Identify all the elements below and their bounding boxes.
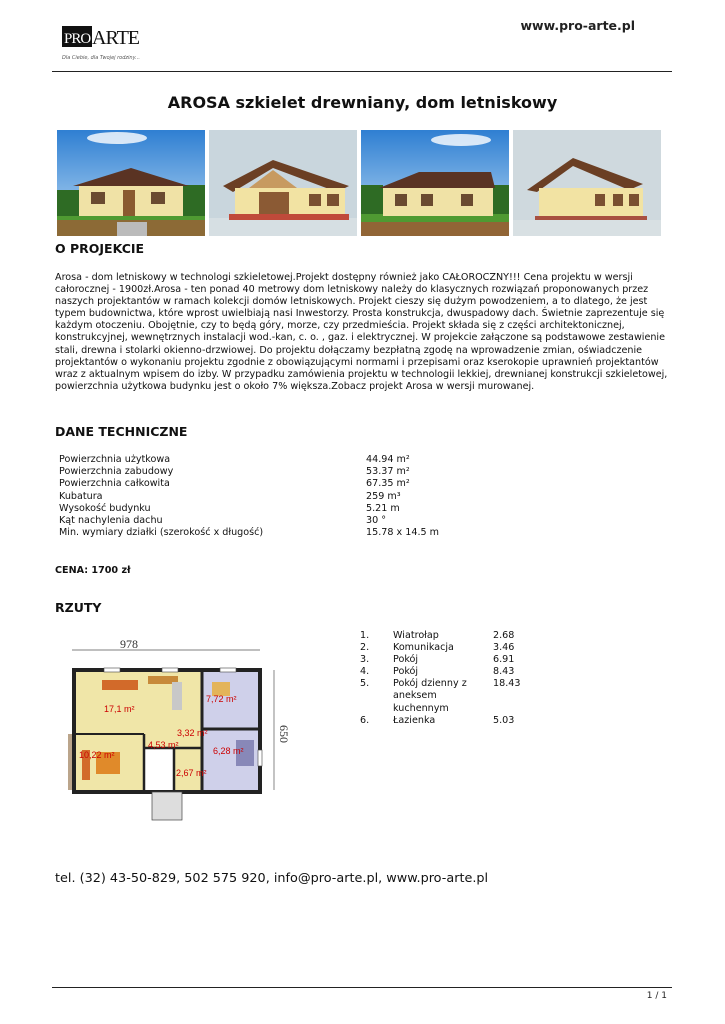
svg-text:ARTE: ARTE xyxy=(92,27,140,49)
plans-heading: RZUTY xyxy=(55,600,102,615)
plan-room-label: 17,1 m² xyxy=(104,704,135,714)
tech-label: Kąt nachylenia dachu xyxy=(59,515,163,527)
tech-value: 30 ° xyxy=(366,515,387,527)
tech-value: 67.35 m² xyxy=(366,478,410,490)
table-row xyxy=(57,491,439,503)
plan-room-label: 4,53 m² xyxy=(148,740,179,750)
proarte-logo xyxy=(62,24,152,66)
tech-value: 44.94 m² xyxy=(366,454,410,465)
table-row xyxy=(360,642,520,654)
room-no: 4. xyxy=(360,666,370,678)
table-row xyxy=(360,666,520,678)
room-name: Pokój xyxy=(393,666,419,678)
table-row xyxy=(360,678,520,714)
plan-room-label: 3,32 m² xyxy=(177,728,208,738)
room-name: Pokój dzienny z aneksem kuchennym xyxy=(393,678,467,714)
tech-label: Powierzchnia całkowita xyxy=(59,478,170,490)
tech-value: 5.21 m xyxy=(366,502,400,514)
house-photo-3 xyxy=(361,130,509,236)
plan-room-label: 2,67 m² xyxy=(176,768,207,778)
table-row xyxy=(360,715,520,727)
tech-value: 259 m³ xyxy=(366,490,401,502)
room-area: 8.43 xyxy=(493,666,515,678)
page-number: 1 / 1 xyxy=(646,991,667,1001)
table-row xyxy=(360,630,520,642)
table-row xyxy=(360,654,520,666)
plan-room-label: 10,22 m² xyxy=(79,750,115,760)
table-row xyxy=(57,515,439,527)
room-name: Komunikacja xyxy=(393,642,454,654)
floor-plan xyxy=(52,630,292,825)
plan-depth-dim: 650 xyxy=(277,725,291,743)
room-name: Pokój xyxy=(393,654,419,666)
plan-width-dim: 978 xyxy=(120,637,138,651)
tech-label: Wysokość budynku xyxy=(59,502,151,514)
room-area: 18.43 xyxy=(493,678,521,690)
tech-value: 15.78 x 14.5 m xyxy=(366,527,439,539)
tech-label: Powierzchnia zabudowy xyxy=(59,466,174,478)
room-no: 5. xyxy=(360,678,370,690)
table-row xyxy=(57,478,439,490)
room-no: 1. xyxy=(360,630,370,641)
house-photo-2 xyxy=(209,130,357,236)
page-title: AROSA szkielet drewniany, dom letniskowy xyxy=(167,93,558,112)
room-no: 2. xyxy=(360,642,370,654)
room-name: Łazienka xyxy=(393,714,436,726)
room-area: 3.46 xyxy=(493,642,515,654)
header-rule xyxy=(52,71,672,72)
plan-room-label: 6,28 m² xyxy=(213,746,244,756)
table-row xyxy=(57,466,439,478)
about-text: Arosa - dom letniskowy w technologi szkieletowej.Projekt dostępny również jako CAŁOROCZNY!!! Cena projektu w wersji całorocznej - 1900zł.Arosa - ten ponad 40 metrowy dom letniskowy należy do klasycznych rozwiązań proponowanych przez naszych projektantów w ramach kolekcji domów letniskowych. Projekt cieszy się dużym powodzeniem, a to dlatego, że jest typem budownictwa, które wprost uwielbiają nasi Inwestorzy. Prosta konstrukcja, dwuspadowy dach. Świetnie zaprezentuje się każdym otoczeniu. Obojętnie, czy to będą góry, morze, czy przedmieścia. Projekt składa się z części architektonicznej, konstrukcyjnej, wewnętrznych instalacji wod.-kan, c. o. , gaz. i elektrycznej. W projekcie załączone są podstawowe zestawienie stali, drewna i stolarki okienno-drzwiowej. Do projektu dołączamy bezpłatną zgodę na wprowadzenie zmian, oświadczenie projektantów o wykonaniu projektu zgodnie z obowiązującymi normami i przepisami oraz kserokopie uprawnień projektantów wraz z aktualnym wpisem do izby. W przypadku zamówienia projektu w technologii lekkiej, drewnianej konstrukcji szkieletowej, powierzchnia użytkowa budynku jest o około 7% większa.Zobacz projekt Arosa w wersji murowanej. xyxy=(55,272,668,392)
tech-table xyxy=(57,454,439,539)
tech-heading: DANE TECHNICZNE xyxy=(55,424,188,439)
room-area: 6.91 xyxy=(493,654,515,666)
table-row xyxy=(57,527,439,539)
svg-text:PRO: PRO xyxy=(64,31,91,47)
tech-value: 53.37 m² xyxy=(366,466,410,478)
room-area: 2.68 xyxy=(493,630,515,641)
house-photo-1 xyxy=(57,130,205,236)
rooms-table xyxy=(360,630,520,727)
website-link[interactable]: www.pro-arte.pl xyxy=(520,18,635,33)
room-area: 5.03 xyxy=(493,714,515,726)
table-row xyxy=(57,503,439,515)
tech-label: Kubatura xyxy=(59,490,103,502)
room-name: Wiatrołap xyxy=(393,630,439,641)
table-row xyxy=(57,454,439,466)
tech-label: Min. wymiary działki (szerokość x długość) xyxy=(59,527,264,539)
room-no: 6. xyxy=(360,714,370,726)
about-heading: O PROJEKCIE xyxy=(55,241,145,256)
plan-room-label: 7,72 m² xyxy=(206,694,237,704)
price: CENA: 1700 zł xyxy=(55,565,131,576)
footer-rule xyxy=(52,987,672,988)
room-no: 3. xyxy=(360,654,370,666)
tech-label: Powierzchnia użytkowa xyxy=(59,454,171,465)
house-photo-4 xyxy=(513,130,661,236)
contact-line: tel. (32) 43-50-829, 502 575 920, info@pro-arte.pl, www.pro-arte.pl xyxy=(55,871,489,886)
logo-tagline: Dla Ciebie, dla Twojej rodziny... xyxy=(62,55,140,61)
